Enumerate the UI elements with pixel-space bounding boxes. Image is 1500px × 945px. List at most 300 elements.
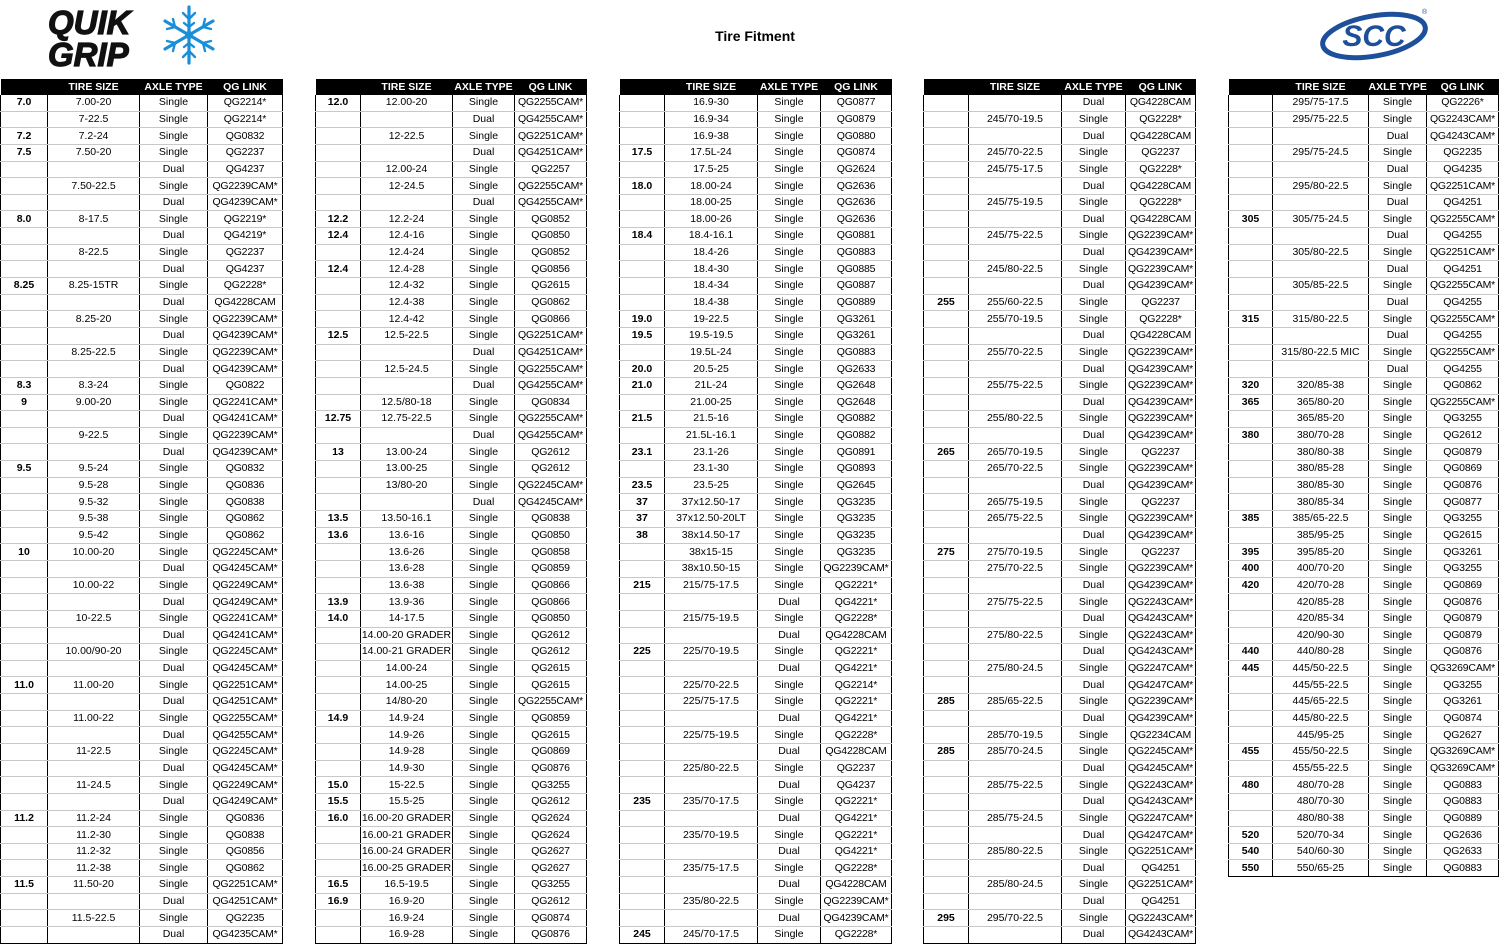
tire-size-cell: 20.5-25 xyxy=(665,361,758,378)
axle-type-cell: Dual xyxy=(453,344,515,361)
qg-link-cell: QG0866 xyxy=(515,577,587,594)
size-group-cell xyxy=(924,810,969,827)
axle-type-cell: Dual xyxy=(1369,327,1427,344)
size-group-cell: 305 xyxy=(1229,211,1273,228)
table-row xyxy=(924,444,1196,461)
qg-link-cell: QG2235 xyxy=(1427,144,1499,161)
tire-size-cell: 16.5-19.5 xyxy=(361,877,453,894)
qg-link-cell: QG4239CAM* xyxy=(1126,477,1196,494)
axle-type-cell: Single xyxy=(1369,244,1427,261)
qg-link-cell: QG2221* xyxy=(821,694,892,711)
table-row xyxy=(1229,694,1499,711)
table-row xyxy=(316,461,587,478)
axle-type-cell: Single xyxy=(1062,877,1126,894)
table-row xyxy=(1,843,283,860)
tire-size-cell: 16.00-25 GRADER xyxy=(361,860,453,877)
size-group-cell xyxy=(316,161,361,178)
axle-type-cell: Dual xyxy=(758,810,821,827)
tire-size-cell: 455/50-22.5 xyxy=(1273,743,1369,760)
tire-size-cell: 445/65-22.5 xyxy=(1273,694,1369,711)
table-row xyxy=(1229,444,1499,461)
axle-type-cell: Single xyxy=(1062,461,1126,478)
size-group-cell: 16.9 xyxy=(316,893,361,910)
size-group-cell xyxy=(316,344,361,361)
axle-type-cell: Single xyxy=(1062,594,1126,611)
axle-type-cell: Dual xyxy=(1062,893,1126,910)
tire-size-cell: 400/70-20 xyxy=(1273,560,1369,577)
table-row xyxy=(620,244,892,261)
size-group-cell xyxy=(1229,111,1273,128)
size-group-cell xyxy=(1229,194,1273,211)
size-group-cell xyxy=(1,111,48,128)
table-row xyxy=(316,95,587,111)
tire-size-cell: 18.00-25 xyxy=(665,194,758,211)
size-group-cell xyxy=(1229,278,1273,295)
qg-link-cell: QG0838 xyxy=(208,494,283,511)
axle-type-cell: Dual xyxy=(1062,644,1126,661)
qg-link-cell: QG2251CAM* xyxy=(515,327,587,344)
size-group-cell: 445 xyxy=(1229,660,1273,677)
size-group-cell xyxy=(924,128,969,145)
qg-link-cell: QG2648 xyxy=(821,394,892,411)
qg-link-cell: QG0880 xyxy=(821,128,892,145)
axle-type-cell: Single xyxy=(1369,727,1427,744)
qg-link-cell: QG3269CAM* xyxy=(1427,743,1499,760)
table-row xyxy=(1229,494,1499,511)
tire-size-cell: 9.5-38 xyxy=(48,511,140,528)
table-row xyxy=(924,278,1196,295)
table-row xyxy=(620,743,892,760)
table-row xyxy=(316,344,587,361)
size-group-cell xyxy=(1229,294,1273,311)
tire-size-cell: 285/75-22.5 xyxy=(969,777,1062,794)
tire-size-cell: 16.00-20 GRADER xyxy=(361,810,453,827)
size-group-cell xyxy=(1229,727,1273,744)
axle-type-cell: Single xyxy=(140,511,208,528)
qg-link-cell: QG3255 xyxy=(1427,411,1499,428)
size-group-cell xyxy=(1229,793,1273,810)
size-group-cell xyxy=(924,461,969,478)
size-group-cell xyxy=(620,810,665,827)
qg-link-cell: QG4255 xyxy=(1427,228,1499,245)
size-group-cell: 14.9 xyxy=(316,710,361,727)
axle-type-cell: Single xyxy=(140,810,208,827)
size-group-cell: 320 xyxy=(1229,377,1273,394)
tire-size-cell: 235/70-19.5 xyxy=(665,827,758,844)
tire-size-cell xyxy=(48,444,140,461)
axle-type-cell: Single xyxy=(453,178,515,195)
qg-link-cell: QG2239CAM* xyxy=(1126,694,1196,711)
size-group-cell: 16.0 xyxy=(316,810,361,827)
size-group-cell xyxy=(1229,95,1273,111)
size-group-cell xyxy=(620,560,665,577)
table-row xyxy=(620,461,892,478)
size-group-cell: 18.4 xyxy=(620,228,665,245)
table-row xyxy=(620,527,892,544)
table-row xyxy=(620,477,892,494)
size-group-cell xyxy=(1,777,48,794)
tire-size-cell: 12.4-28 xyxy=(361,261,453,278)
size-group-cell: 8.0 xyxy=(1,211,48,228)
qg-link-cell: QG2239CAM* xyxy=(1126,411,1196,428)
header-qg-link: QG LINK xyxy=(515,79,587,95)
axle-type-cell: Single xyxy=(758,477,821,494)
axle-type-cell: Single xyxy=(453,327,515,344)
table-row xyxy=(1,477,283,494)
axle-type-cell: Single xyxy=(1369,111,1427,128)
table-row xyxy=(316,594,587,611)
axle-type-cell: Single xyxy=(140,677,208,694)
table-row xyxy=(316,411,587,428)
size-group-cell: 19.5 xyxy=(620,327,665,344)
tire-size-cell xyxy=(48,660,140,677)
table-row xyxy=(924,178,1196,195)
size-group-cell xyxy=(924,710,969,727)
size-group-cell xyxy=(1,477,48,494)
qg-link-cell: QG0850 xyxy=(515,228,587,245)
size-group-cell xyxy=(1,194,48,211)
table-row xyxy=(1,411,283,428)
table-row xyxy=(1,644,283,661)
table-row xyxy=(1229,344,1499,361)
axle-type-cell: Single xyxy=(453,394,515,411)
qg-link-cell: QG2255CAM* xyxy=(515,411,587,428)
axle-type-cell: Single xyxy=(453,810,515,827)
qg-link-cell: QG2636 xyxy=(1427,827,1499,844)
qg-link-cell: QG0866 xyxy=(515,311,587,328)
axle-type-cell: Dual xyxy=(758,910,821,927)
size-group-cell xyxy=(1229,327,1273,344)
tire-size-cell: 255/60-22.5 xyxy=(969,294,1062,311)
size-group-cell xyxy=(316,394,361,411)
qg-link-cell: QG4243CAM* xyxy=(1427,128,1499,145)
axle-type-cell: Single xyxy=(758,927,821,944)
tire-size-cell: 385/65-22.5 xyxy=(1273,511,1369,528)
qg-link-cell: QG2239CAM* xyxy=(1126,377,1196,394)
tire-size-cell: 285/70-19.5 xyxy=(969,727,1062,744)
tire-size-cell: 14.00-20 GRADER xyxy=(361,627,453,644)
size-group-cell xyxy=(924,527,969,544)
table-row xyxy=(924,627,1196,644)
axle-type-cell: Single xyxy=(1369,860,1427,877)
axle-type-cell: Dual xyxy=(1062,477,1126,494)
tire-size-cell: 420/85-28 xyxy=(1273,594,1369,611)
qg-link-cell: QG0874 xyxy=(1427,710,1499,727)
table-row xyxy=(620,511,892,528)
tire-size-cell xyxy=(1273,261,1369,278)
size-group-cell xyxy=(620,544,665,561)
logo-text-line1: QUIK xyxy=(48,4,131,41)
axle-type-cell: Single xyxy=(453,361,515,378)
tire-size-cell: 9.5-42 xyxy=(48,527,140,544)
tire-size-cell: 245/70-19.5 xyxy=(969,111,1062,128)
axle-type-cell: Single xyxy=(453,211,515,228)
size-group-cell: 520 xyxy=(1229,827,1273,844)
tire-size-cell xyxy=(48,228,140,245)
tire-size-cell: 7.50-20 xyxy=(48,144,140,161)
header-blank xyxy=(1,79,48,95)
header-axle-type: AXLE TYPE xyxy=(1062,79,1126,95)
axle-type-cell: Single xyxy=(758,394,821,411)
axle-type-cell: Dual xyxy=(1369,228,1427,245)
axle-type-cell: Single xyxy=(758,95,821,111)
qg-link-cell: QG2255CAM* xyxy=(515,694,587,711)
tire-size-cell: 37x12.50-20LT xyxy=(665,511,758,528)
tire-size-cell: 380/85-30 xyxy=(1273,477,1369,494)
axle-type-cell: Single xyxy=(1062,727,1126,744)
tire-size-cell: 225/75-19.5 xyxy=(665,727,758,744)
size-group-cell xyxy=(924,843,969,860)
size-group-cell xyxy=(924,494,969,511)
table-row xyxy=(1,511,283,528)
qg-link-cell: QG3235 xyxy=(821,544,892,561)
qg-link-cell: QG0862 xyxy=(208,860,283,877)
table-row xyxy=(316,877,587,894)
axle-type-cell: Single xyxy=(758,178,821,195)
axle-type-cell: Single xyxy=(1369,311,1427,328)
size-group-cell xyxy=(1229,677,1273,694)
size-group-cell: 285 xyxy=(924,743,969,760)
size-group-cell xyxy=(316,727,361,744)
header-blank xyxy=(620,79,665,95)
size-group-cell xyxy=(924,677,969,694)
axle-type-cell: Single xyxy=(758,411,821,428)
qg-link-cell: QG2251CAM* xyxy=(1427,244,1499,261)
table-row xyxy=(924,893,1196,910)
size-group-cell xyxy=(620,727,665,744)
qg-link-cell: QG2612 xyxy=(515,893,587,910)
axle-type-cell: Single xyxy=(1062,144,1126,161)
size-group-cell xyxy=(316,294,361,311)
size-group-cell xyxy=(1229,627,1273,644)
qg-link-cell: QG4251CAM* xyxy=(515,344,587,361)
axle-type-cell: Single xyxy=(1369,411,1427,428)
size-group-cell xyxy=(924,344,969,361)
size-group-cell xyxy=(620,278,665,295)
qg-link-cell: QG2624 xyxy=(515,810,587,827)
qg-link-cell: QG0869 xyxy=(1427,577,1499,594)
size-group-cell xyxy=(924,793,969,810)
axle-type-cell: Single xyxy=(1062,444,1126,461)
size-group-cell xyxy=(1,743,48,760)
axle-type-cell: Single xyxy=(140,843,208,860)
size-group-cell xyxy=(1229,128,1273,145)
qg-link-cell: QG3255 xyxy=(1427,511,1499,528)
size-group-cell xyxy=(316,577,361,594)
size-group-cell xyxy=(316,311,361,328)
tire-size-cell: 365/80-20 xyxy=(1273,394,1369,411)
qg-link-cell: QG0859 xyxy=(515,710,587,727)
size-group-cell xyxy=(1,893,48,910)
tire-size-cell: 380/85-28 xyxy=(1273,461,1369,478)
tire-size-cell: 17.5L-24 xyxy=(665,144,758,161)
axle-type-cell: Single xyxy=(1369,427,1427,444)
tire-size-cell: 14.00-21 GRADER xyxy=(361,644,453,661)
tire-size-cell: 320/85-38 xyxy=(1273,377,1369,394)
axle-type-cell: Dual xyxy=(1062,610,1126,627)
size-group-cell xyxy=(316,361,361,378)
table-row xyxy=(924,244,1196,261)
tire-size-cell: 455/55-22.5 xyxy=(1273,760,1369,777)
qg-link-cell: QG2237 xyxy=(821,760,892,777)
qg-link-cell: QG4237 xyxy=(208,161,283,178)
size-group-cell: 215 xyxy=(620,577,665,594)
table-row xyxy=(1,494,283,511)
table-row xyxy=(1,727,283,744)
table-row xyxy=(316,394,587,411)
size-group-cell xyxy=(924,877,969,894)
qg-link-cell: QG0838 xyxy=(515,511,587,528)
table-row xyxy=(620,644,892,661)
tire-size-cell xyxy=(969,527,1062,544)
size-group-cell xyxy=(1229,444,1273,461)
tire-size-cell xyxy=(969,760,1062,777)
tire-size-cell: 15-22.5 xyxy=(361,777,453,794)
axle-type-cell: Single xyxy=(1369,178,1427,195)
qg-link-cell: QG2237 xyxy=(1126,294,1196,311)
axle-type-cell: Single xyxy=(1369,710,1427,727)
tire-size-cell: 11.00-20 xyxy=(48,677,140,694)
size-group-cell xyxy=(620,760,665,777)
tire-size-cell: 18.4-30 xyxy=(665,261,758,278)
qg-link-cell: QG0836 xyxy=(208,477,283,494)
size-group-cell: 15.0 xyxy=(316,777,361,794)
header-tire-size: TIRE SIZE xyxy=(969,79,1062,95)
table-row xyxy=(924,377,1196,394)
table-row xyxy=(316,777,587,794)
size-group-cell xyxy=(620,877,665,894)
table-row xyxy=(924,544,1196,561)
qg-link-cell: QG2239CAM* xyxy=(1126,344,1196,361)
axle-type-cell: Single xyxy=(1062,377,1126,394)
axle-type-cell: Single xyxy=(758,161,821,178)
axle-type-cell: Dual xyxy=(1062,710,1126,727)
qg-link-cell: QG3255 xyxy=(1427,560,1499,577)
table-row xyxy=(1,527,283,544)
axle-type-cell: Single xyxy=(758,228,821,245)
axle-type-cell: Single xyxy=(140,394,208,411)
axle-type-cell: Single xyxy=(453,860,515,877)
tire-size-cell: 9.00-20 xyxy=(48,394,140,411)
tire-size-cell: 11.2-32 xyxy=(48,843,140,860)
axle-type-cell: Dual xyxy=(453,427,515,444)
table-row xyxy=(1229,527,1499,544)
qg-link-cell: QG4239CAM* xyxy=(1126,710,1196,727)
table-row xyxy=(1,111,283,128)
header-axle-type: AXLE TYPE xyxy=(758,79,821,95)
table-row xyxy=(924,560,1196,577)
table-row xyxy=(1,278,283,295)
table-row xyxy=(316,660,587,677)
axle-type-cell: Dual xyxy=(140,327,208,344)
table-row xyxy=(1229,377,1499,394)
size-group-cell xyxy=(316,910,361,927)
table-row xyxy=(1229,843,1499,860)
axle-type-cell: Single xyxy=(453,893,515,910)
size-group-cell xyxy=(924,577,969,594)
size-group-cell: 16.5 xyxy=(316,877,361,894)
table-row xyxy=(316,144,587,161)
tire-size-cell xyxy=(665,877,758,894)
size-group-cell xyxy=(620,261,665,278)
tire-size-cell: 16.9-24 xyxy=(361,910,453,927)
tire-size-cell: 265/75-22.5 xyxy=(969,511,1062,528)
tire-size-cell: 21L-24 xyxy=(665,377,758,394)
axle-type-cell: Dual xyxy=(758,660,821,677)
qg-link-cell: QG4239CAM* xyxy=(208,444,283,461)
table-row xyxy=(1229,827,1499,844)
tire-size-cell: 445/80-22.5 xyxy=(1273,710,1369,727)
qg-link-cell: QG2615 xyxy=(515,660,587,677)
size-group-cell xyxy=(1229,411,1273,428)
axle-type-cell: Single xyxy=(453,228,515,245)
size-group-cell xyxy=(316,627,361,644)
size-group-cell xyxy=(1229,610,1273,627)
logo-text-line2: GRIP xyxy=(48,36,129,70)
qg-link-cell: QG2627 xyxy=(1427,727,1499,744)
axle-type-cell: Single xyxy=(453,461,515,478)
tire-size-cell xyxy=(1273,161,1369,178)
axle-type-cell: Single xyxy=(140,743,208,760)
size-group-cell xyxy=(1229,710,1273,727)
tire-size-cell: 245/80-22.5 xyxy=(969,261,1062,278)
table-row xyxy=(620,95,892,111)
axle-type-cell: Single xyxy=(140,111,208,128)
table-row xyxy=(1,544,283,561)
table-row xyxy=(924,877,1196,894)
size-group-cell xyxy=(1,444,48,461)
axle-type-cell: Single xyxy=(1369,211,1427,228)
axle-type-cell: Single xyxy=(758,311,821,328)
tire-size-cell: 18.4-38 xyxy=(665,294,758,311)
axle-type-cell: Single xyxy=(1369,577,1427,594)
axle-type-cell: Dual xyxy=(140,228,208,245)
axle-type-cell: Single xyxy=(140,777,208,794)
header-blank xyxy=(316,79,361,95)
qg-link-cell: QG2237 xyxy=(1126,544,1196,561)
tire-size-cell: 12.4-16 xyxy=(361,228,453,245)
qg-link-cell: QG2636 xyxy=(821,194,892,211)
size-group-cell: 12.4 xyxy=(316,261,361,278)
tire-size-cell: 17.5-25 xyxy=(665,161,758,178)
size-group-cell xyxy=(1229,144,1273,161)
size-group-cell xyxy=(1,644,48,661)
tire-size-cell: 225/80-22.5 xyxy=(665,760,758,777)
size-group-cell: 37 xyxy=(620,511,665,528)
size-group-cell xyxy=(1,660,48,677)
size-group-cell xyxy=(620,461,665,478)
tire-size-cell xyxy=(48,793,140,810)
tire-size-cell: 8.25-22.5 xyxy=(48,344,140,361)
axle-type-cell: Single xyxy=(758,677,821,694)
qg-link-cell: QG2255CAM* xyxy=(1427,344,1499,361)
tire-size-cell: 420/85-34 xyxy=(1273,610,1369,627)
header-axle-type: AXLE TYPE xyxy=(1368,81,1427,93)
size-group-cell xyxy=(620,627,665,644)
table-row xyxy=(1229,394,1499,411)
qg-link-cell: QG4255CAM* xyxy=(515,111,587,128)
qg-link-cell: QG3261 xyxy=(1427,694,1499,711)
table-row xyxy=(1229,660,1499,677)
tire-size-cell: 16.9-20 xyxy=(361,893,453,910)
size-group-cell xyxy=(924,95,969,111)
tire-size-cell: 11.2-30 xyxy=(48,827,140,844)
qg-link-cell: QG0883 xyxy=(1427,793,1499,810)
tire-size-cell xyxy=(969,394,1062,411)
axle-type-cell: Single xyxy=(1062,810,1126,827)
table-row xyxy=(924,194,1196,211)
tire-size-cell: 18.4-34 xyxy=(665,278,758,295)
